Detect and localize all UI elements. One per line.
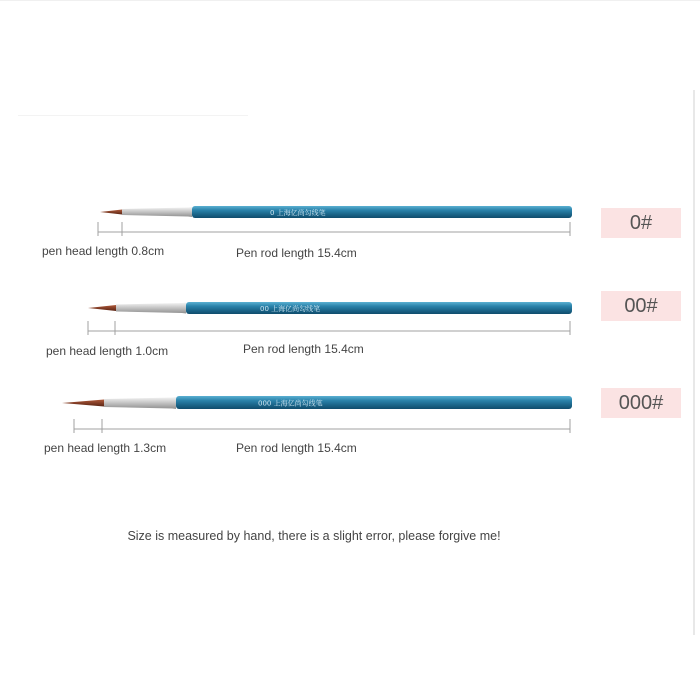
brush-000-rod-label: Pen rod length 15.4cm [236,441,357,455]
brush-00-rod-label: Pen rod length 15.4cm [243,342,364,356]
brush-000-ferrule [104,397,176,409]
brush-00-rod-text: 00 上海亿尚勾线笔 [260,305,321,313]
brush-000-bristle [62,400,104,407]
measurement-note: Size is measured by hand, there is a slight error, please forgive me! [127,529,501,543]
brush-00-handle [186,302,572,314]
brush-000 [62,396,572,433]
brush-00 [88,302,572,335]
brush-0-rod-text: 0 上海亿尚勾线笔 [270,209,326,217]
brush-00-size-tag: 00# [601,291,681,321]
brush-000-rod-text: 000 上海亿尚勾线笔 [258,399,323,408]
brush-0 [98,206,572,236]
brush-000-head-label: pen head length 1.3cm [44,441,167,455]
brush-0-size-tag: 0# [601,208,681,238]
brush-0-ferrule [122,207,192,217]
brush-0-rod-label: Pen rod length 15.4cm [236,246,357,260]
brush-0-bristle [100,210,122,215]
brush-00-ferrule [116,303,186,314]
brush-00-bristle [88,305,116,311]
brush-0-handle [192,206,572,218]
brush-000-size-tag: 000# [601,388,681,418]
brush-000-handle [176,396,572,409]
brush-0-head-label: pen head length 0.8cm [42,244,165,258]
brush-00-head-label: pen head length 1.0cm [46,344,169,358]
